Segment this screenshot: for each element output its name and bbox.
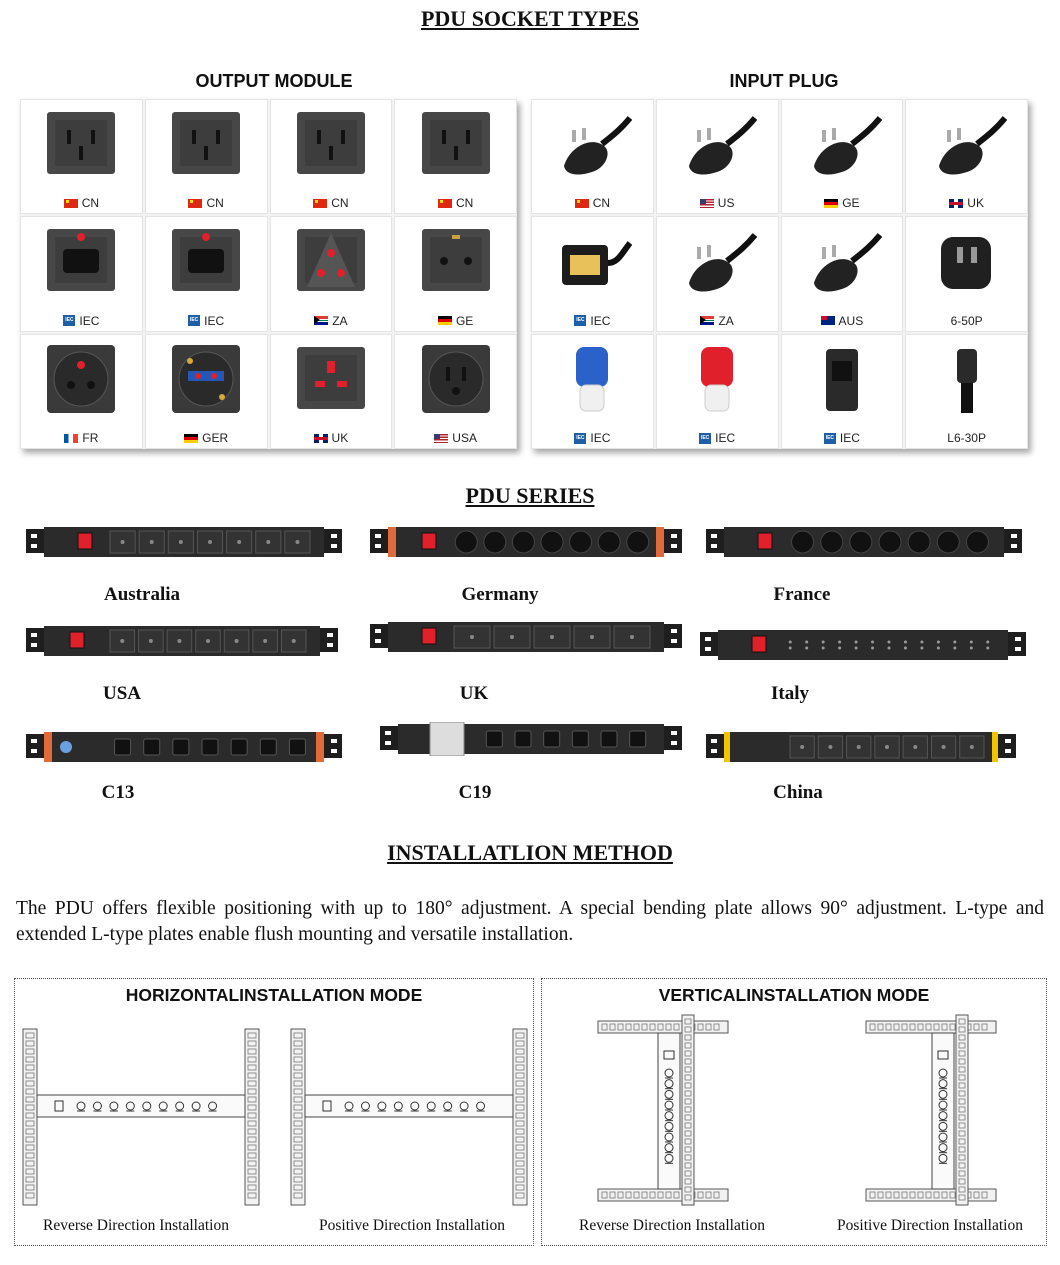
output-module-panel [20,99,517,449]
input-plug-grid [531,99,1028,449]
socket-label [782,314,903,328]
iec-flag-icon: IEC [63,315,75,326]
pdu-vertical-reverse [658,1033,680,1189]
socket-label [906,196,1027,210]
pdu-strip-italy [700,628,1026,662]
socket-image [166,106,246,188]
vertical-installation-diagram [542,1013,1046,1213]
socket-label [906,314,1027,328]
socket-label-text: ZA [718,313,734,328]
socket-image [41,106,121,188]
socket-label-text: USA [452,431,477,445]
socket-label [782,196,903,210]
socket-image [416,223,496,305]
rack-rail-right-2 [513,1029,527,1205]
socket-image [416,106,496,188]
socket-label-text: GE [455,313,474,328]
pdu-label-italy: Italy [771,683,809,704]
socket-label-text: US [717,196,735,211]
plug-image [802,223,882,305]
cn-flag-icon [575,199,589,208]
socket-image [41,341,121,423]
pdu-strip-usa [26,624,338,658]
socket-label [146,196,267,210]
iec-flag-icon: IEC [188,315,200,326]
input-plug-6 [656,216,779,331]
socket-label-text: CN [455,196,474,211]
input-plug-10 [656,334,779,449]
socket-label-text: CN [592,196,611,211]
ge-flag-icon [184,434,198,443]
socket-image [291,341,371,423]
socket-label-text: UK [331,431,349,445]
socket-label [906,431,1027,445]
cn-flag-icon [313,199,327,208]
vertical-mode-box [541,978,1047,1246]
input-plug-8 [905,216,1028,331]
socket-label-text: UK [967,196,984,211]
uk-flag-icon [949,199,963,208]
socket-label [271,431,392,445]
pdu-label-france: France [773,584,831,605]
output-socket-9 [20,334,143,449]
fr-flag-icon [64,434,78,443]
horizontal-reverse-caption: Reverse Direction Installation [43,1217,229,1234]
socket-label-text: L6-30P [947,431,986,445]
pdu-strip-france [706,525,1022,559]
aus-flag-icon [821,316,835,325]
za-flag-icon [700,316,714,325]
heading-installation-method: INSTALLATLION METHOD [387,840,673,865]
socket-image [291,223,371,305]
rack-rail-left-2 [291,1029,305,1205]
socket-label-text: GER [202,431,229,445]
socket-label-text: IEC [590,313,611,328]
rack-rail-top-2 [866,1021,996,1033]
output-socket-10 [145,334,268,449]
socket-label-text: IEC [79,313,100,328]
plug-image [552,106,632,188]
socket-label [271,314,392,328]
rack-upright-2 [956,1015,968,1205]
input-plug-12 [905,334,1028,449]
horizontal-mode-box [14,978,534,1246]
socket-label-text: CN [331,196,349,211]
pdu-horizontal-positive [305,1095,513,1117]
rack-rail-right-1 [245,1029,259,1205]
socket-image [416,341,496,423]
socket-label-text: IEC [590,431,611,445]
input-plug-2 [656,99,779,214]
pdu-label-china: China [773,782,823,803]
socket-label [395,196,516,210]
socket-label [782,431,903,445]
socket-label [146,314,267,328]
pdu-label-c19: C19 [458,782,492,803]
input-plug-11 [781,334,904,449]
input-plug-5 [531,216,654,331]
heading-output-module: OUTPUT MODULE [195,71,353,91]
title-socket-types: PDU SOCKET TYPES [420,6,640,31]
pdu-label-germany: Germany [461,584,539,605]
socket-label [271,196,392,210]
pdu-strip-germany [370,525,682,559]
socket-label [146,431,267,445]
rack-rail-bottom-1 [598,1189,728,1201]
iec-flag-icon: IEC [824,433,836,444]
socket-label [657,431,778,445]
rack-rail-top-1 [598,1021,728,1033]
socket-image [41,223,121,305]
output-socket-3 [270,99,393,214]
horizontal-mode-title: HORIZONTALINSTALLATION MODE [125,985,423,1005]
za-flag-icon [314,316,328,325]
output-socket-8 [394,216,517,331]
rack-rail-bottom-2 [866,1189,996,1201]
socket-label [657,196,778,210]
socket-label [532,314,653,328]
pdu-strip-china [706,730,1016,764]
socket-label-text: IEC [839,431,860,445]
socket-label [395,431,516,445]
socket-label-text: AUS [838,313,864,328]
rack-upright-1 [682,1015,694,1205]
input-plug-4 [905,99,1028,214]
pdu-strip-australia [26,525,342,559]
cn-flag-icon [188,199,202,208]
vertical-reverse-caption: Reverse Direction Installation [579,1217,765,1234]
socket-label [21,314,142,328]
rack-rail-left-1 [23,1029,37,1205]
output-socket-12 [394,334,517,449]
ge-flag-icon [824,199,838,208]
cn-flag-icon [64,199,78,208]
input-plug-7 [781,216,904,331]
vertical-mode-title: VERTICALINSTALLATION MODE [658,985,930,1005]
plug-image [552,223,632,305]
uk-flag-icon [314,434,328,443]
plug-image [927,106,1007,188]
socket-label [532,196,653,210]
input-plug-9 [531,334,654,449]
pdu-label-usa: USA [102,683,141,704]
socket-label-text: IEC [204,313,225,328]
horizontal-installation-diagram [15,1023,533,1223]
iec-flag-icon: IEC [699,433,711,444]
socket-label-text: CN [81,196,100,211]
socket-label [21,196,142,210]
socket-label-text: GE [842,196,860,211]
pdu-strip-c13 [26,730,342,764]
output-socket-1 [20,99,143,214]
input-plug-1 [531,99,654,214]
plug-image [927,341,1007,423]
pdu-strip-c19 [380,722,682,756]
cn-flag-icon [438,199,452,208]
iec-flag-icon: IEC [574,433,586,444]
output-socket-11 [270,334,393,449]
output-socket-2 [145,99,268,214]
ge-flag-icon [438,316,452,325]
socket-label-text: ZA [332,313,348,328]
input-plug-panel [531,99,1028,449]
socket-image [166,341,246,423]
output-socket-7 [270,216,393,331]
plug-image [927,223,1007,305]
pdu-vertical-positive [932,1033,954,1189]
plug-image [677,341,757,423]
socket-label [21,431,142,445]
output-socket-5 [20,216,143,331]
plug-image [677,106,757,188]
pdu-label-uk: UK [459,683,489,704]
plug-image [552,341,632,423]
plug-image [802,106,882,188]
iec-flag-icon: IEC [574,315,586,326]
output-socket-6 [145,216,268,331]
pdu-horizontal-reverse [37,1095,245,1117]
horizontal-positive-caption: Positive Direction Installation [319,1217,505,1234]
output-socket-4 [394,99,517,214]
socket-image [291,106,371,188]
socket-label-text: IEC [715,431,736,445]
pdu-strip-uk [370,620,682,654]
us-flag-icon [434,434,448,443]
socket-image [166,223,246,305]
plug-image [677,223,757,305]
plug-image [802,341,882,423]
us-flag-icon [700,199,714,208]
socket-label [657,314,778,328]
vertical-positive-caption: Positive Direction Installation [837,1217,1023,1234]
output-module-grid [20,99,517,449]
heading-input-plug: INPUT PLUG [729,71,839,91]
socket-label-text: 6-50P [950,313,983,328]
heading-pdu-series: PDU SERIES [465,483,595,508]
input-plug-3 [781,99,904,214]
socket-label-text: FR [82,431,99,445]
socket-label [532,431,653,445]
socket-label [395,314,516,328]
pdu-label-c13: C13 [101,782,135,803]
socket-label-text: CN [206,196,224,211]
pdu-label-australia: Australia [104,584,180,605]
installation-description: The PDU offers flexible positioning with up to 180° adjustment. A special bending plate allows 90° adjustment. L-type and extended L-type plates enable flush mounting and versatile installation. [16,898,1044,945]
